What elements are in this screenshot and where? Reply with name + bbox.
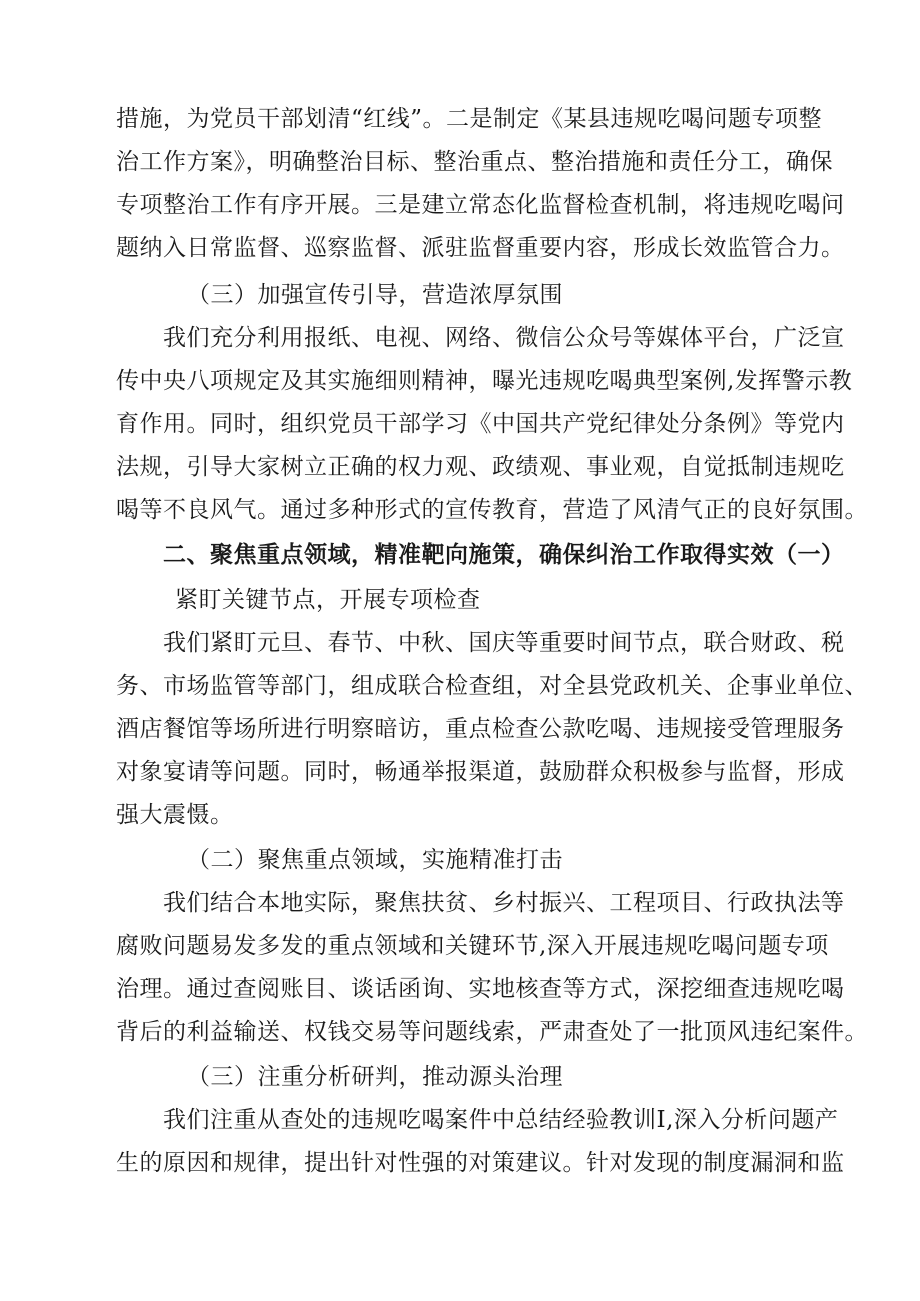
body-text-line: 措施，为党员干部划清“红线”。二是制定《某县违规吃喝问题专项整 [116, 106, 823, 132]
body-text-line: 腐败问题易发多发的重点领域和关键环节,深入开展违规吃喝问题专项 [116, 933, 829, 959]
section-subheading: （三）注重分析研判，推动源头治理 [187, 1064, 563, 1090]
body-text-line: 育作用。同时，组织党员干部学习《中国共产党纪律处分条例》等党内 [116, 411, 845, 437]
body-text-line: 传中央八项规定及其实施细则精神，曝光违规吃喝典型案例,发挥警示教 [116, 368, 853, 394]
body-text-line: 生的原因和规律，提出针对性强的对策建议。针对发现的制度漏洞和监 [116, 1150, 845, 1176]
section-subheading: （三）加强宣传引导，营造浓厚氛围 [187, 282, 563, 308]
body-text-line: 务、市场监管等部门，组成联合检查组，对全县党政机关、企事业单位、 [116, 673, 868, 699]
body-text-line: 强大震慑。 [116, 802, 234, 828]
section-heading: 二、聚焦重点领域，精准靶向施策，确保纠治工作取得实效（一） [163, 541, 845, 568]
body-text-line: 治理。通过查阅账目、谈话函询、实地核查等方式，深挖细查违规吃喝 [116, 976, 845, 1002]
paragraph-first-line: 我们充分利用报纸、电视、网络、微信公众号等媒体平台，广泛宣 [163, 325, 845, 351]
section-subheading: （二）聚焦重点领域，实施精准打击 [187, 847, 563, 873]
body-text-line: 对象宴请等问题。同时，畅通举报渠道，鼓励群众积极参与监督，形成 [116, 759, 845, 785]
paragraph-first-line: 我们注重从查处的违规吃喝案件中总结经验教训I,深入分析问题产 [163, 1107, 839, 1133]
body-text-line: 法规，引导大家树立正确的权力观、政绩观、事业观，自觉抵制违规吃 [116, 454, 845, 480]
paragraph-first-line: 我们紧盯元旦、春节、中秋、国庆等重要时间节点，联合财政、税 [163, 630, 845, 656]
body-text-line: 题纳入日常监督、巡察监督、派驻监督重要内容，形成长效监管合力。 [116, 235, 845, 261]
body-text-line: 治工作方案》，明确整治目标、整治重点、整治措施和责任分工，确保 [116, 149, 833, 175]
body-text-line: 背后的利益输送、权钱交易等问题线索，严肃查处了一批顶风违纪案件。 [116, 1019, 868, 1045]
body-text-line: 喝等不良风气。通过多种形式的宣传教育，营造了风清气正的良好氛围。 [116, 497, 868, 523]
section-subheading: 紧盯关键节点，开展专项检查 [175, 587, 481, 613]
paragraph-first-line: 我们结合本地实际，聚焦扶贫、乡村振兴、工程项目、行政执法等 [163, 890, 845, 916]
body-text-line: 酒店餐馆等场所进行明察暗访，重点检查公款吃喝、违规接受管理服务 [116, 716, 845, 742]
body-text-line: 专项整治工作有序开展。三是建立常态化监督检查机制，将违规吃喝问 [116, 192, 845, 218]
